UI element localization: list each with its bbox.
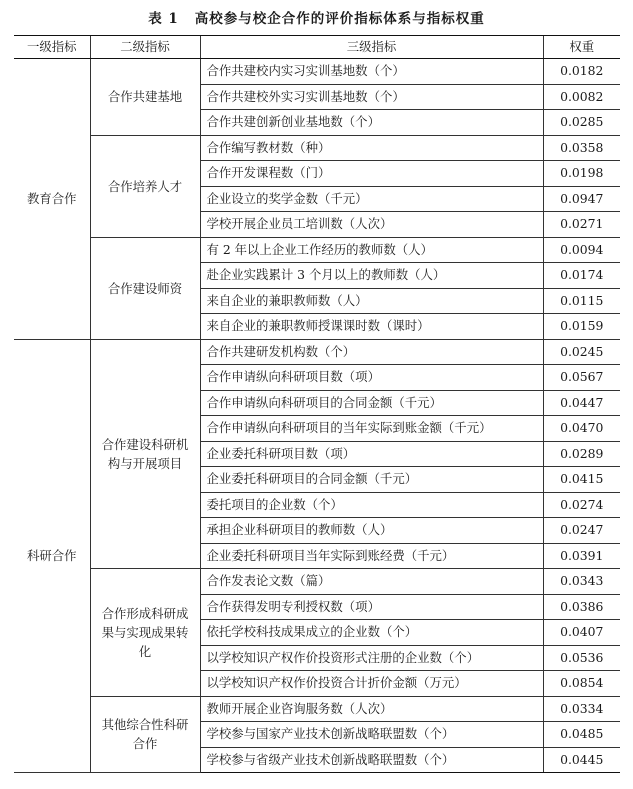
level3-cell: 学校开展企业员工培训数（人次） <box>200 212 543 238</box>
weight-cell: 0.0271 <box>543 212 620 238</box>
level3-cell: 企业委托科研项目数（项） <box>200 441 543 467</box>
level3-cell: 合作申请纵向科研项目数（项） <box>200 365 543 391</box>
level2-cell: 合作建设科研机构与开展项目 <box>90 339 200 569</box>
level1-cell: 教育合作 <box>14 59 90 340</box>
table-row <box>14 696 620 722</box>
header-level3: 三级指标 <box>200 36 543 59</box>
table-title: 高校参与校企合作的评价指标体系与指标权重 <box>194 11 485 27</box>
level3-cell: 合作共建校内实习实训基地数（个） <box>200 59 543 85</box>
table-row <box>14 135 620 161</box>
level3-cell: 合作共建校外实习实训基地数（个） <box>200 84 543 110</box>
level3-cell: 来自企业的兼职教师授课课时数（课时） <box>200 314 543 340</box>
weight-cell: 0.0358 <box>543 135 620 161</box>
table-caption <box>0 7 633 27</box>
level3-cell: 委托项目的企业数（个） <box>200 492 543 518</box>
level3-cell: 依托学校科技成果成立的企业数（个） <box>200 620 543 646</box>
level3-cell: 有 2 年以上企业工作经历的教师数（人） <box>200 237 543 263</box>
header-row <box>14 36 620 59</box>
level3-cell: 企业委托科研项目的合同金额（千元） <box>200 467 543 493</box>
level2-cell: 合作共建基地 <box>90 59 200 136</box>
level3-cell: 合作共建创新创业基地数（个） <box>200 110 543 136</box>
weight-cell: 0.0391 <box>543 543 620 569</box>
level3-cell: 赴企业实践累计 3 个月以上的教师数（人） <box>200 263 543 289</box>
weight-cell: 0.0445 <box>543 747 620 773</box>
weight-cell: 0.0470 <box>543 416 620 442</box>
header-weight: 权重 <box>543 36 620 59</box>
level3-cell: 以学校知识产权作价投资合计折价金额（万元） <box>200 671 543 697</box>
level2-cell: 合作形成科研成果与实现成果转化 <box>90 569 200 697</box>
weight-cell: 0.0094 <box>543 237 620 263</box>
level3-cell: 合作开发课程数（门） <box>200 161 543 187</box>
level3-cell: 合作发表论文数（篇） <box>200 569 543 595</box>
level3-cell: 教师开展企业咨询服务数（人次） <box>200 696 543 722</box>
table-row <box>14 59 620 85</box>
weight-cell: 0.0334 <box>543 696 620 722</box>
weight-cell: 0.0285 <box>543 110 620 136</box>
weight-cell: 0.0485 <box>543 722 620 748</box>
weight-cell: 0.0447 <box>543 390 620 416</box>
weight-cell: 0.0115 <box>543 288 620 314</box>
level3-cell: 以学校知识产权作价投资形式注册的企业数（个） <box>200 645 543 671</box>
weight-cell: 0.0386 <box>543 594 620 620</box>
table-body <box>14 59 620 773</box>
weight-cell: 0.0274 <box>543 492 620 518</box>
level2-cell: 合作培养人才 <box>90 135 200 237</box>
level3-cell: 来自企业的兼职教师数（人） <box>200 288 543 314</box>
level3-cell: 合作申请纵向科研项目的合同金额（千元） <box>200 390 543 416</box>
table-row <box>14 237 620 263</box>
weight-cell: 0.0947 <box>543 186 620 212</box>
level3-cell: 企业委托科研项目当年实际到账经费（千元） <box>200 543 543 569</box>
weight-cell: 0.0159 <box>543 314 620 340</box>
table-row <box>14 569 620 595</box>
indicator-table <box>14 35 620 773</box>
level3-cell: 承担企业科研项目的教师数（人） <box>200 518 543 544</box>
table-number: 表 1 <box>148 11 179 27</box>
weight-cell: 0.0245 <box>543 339 620 365</box>
weight-cell: 0.0854 <box>543 671 620 697</box>
level3-cell: 合作申请纵向科研项目的当年实际到账金额（千元） <box>200 416 543 442</box>
level3-cell: 学校参与省级产业技术创新战略联盟数（个） <box>200 747 543 773</box>
weight-cell: 0.0343 <box>543 569 620 595</box>
level2-cell: 其他综合性科研合作 <box>90 696 200 773</box>
weight-cell: 0.0198 <box>543 161 620 187</box>
level3-cell: 合作编写教材数（种） <box>200 135 543 161</box>
level1-cell: 科研合作 <box>14 339 90 773</box>
level3-cell: 企业设立的奖学金数（千元） <box>200 186 543 212</box>
weight-cell: 0.0567 <box>543 365 620 391</box>
table-row <box>14 339 620 365</box>
weight-cell: 0.0247 <box>543 518 620 544</box>
level2-cell: 合作建设师资 <box>90 237 200 339</box>
weight-cell: 0.0407 <box>543 620 620 646</box>
level3-cell: 合作共建研发机构数（个） <box>200 339 543 365</box>
header-level1: 一级指标 <box>14 36 90 59</box>
weight-cell: 0.0182 <box>543 59 620 85</box>
weight-cell: 0.0415 <box>543 467 620 493</box>
level3-cell: 学校参与国家产业技术创新战略联盟数（个） <box>200 722 543 748</box>
weight-cell: 0.0082 <box>543 84 620 110</box>
level3-cell: 合作获得发明专利授权数（项） <box>200 594 543 620</box>
weight-cell: 0.0174 <box>543 263 620 289</box>
weight-cell: 0.0536 <box>543 645 620 671</box>
header-level2: 二级指标 <box>90 36 200 59</box>
weight-cell: 0.0289 <box>543 441 620 467</box>
